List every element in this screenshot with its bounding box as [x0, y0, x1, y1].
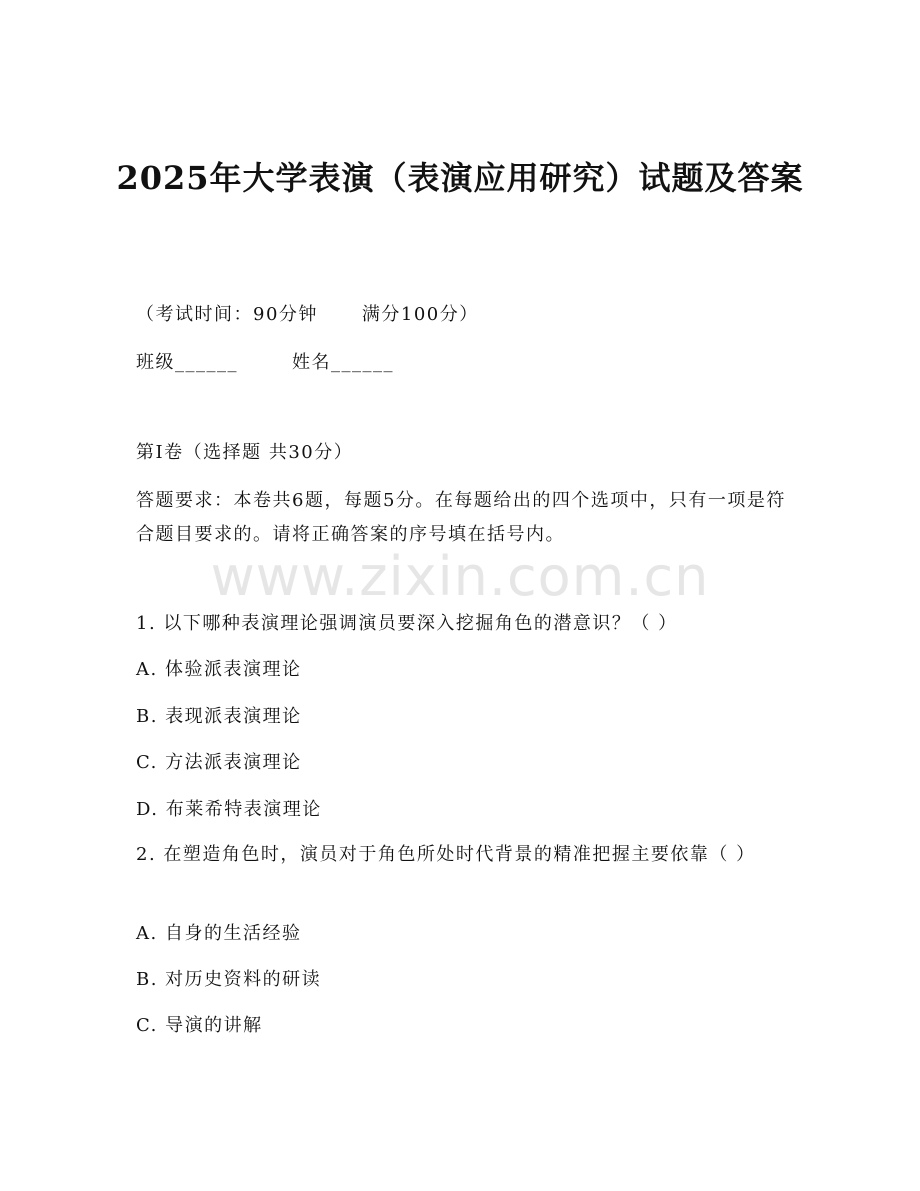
- question-1-option-d: D. 布莱希特表演理论: [136, 799, 322, 820]
- question-2-stem: 2. 在塑造角色时，演员对于角色所处时代背景的精准把握主要依靠（ ）: [136, 844, 756, 865]
- question-2-option-b: B. 对历史资料的研读: [136, 969, 322, 990]
- question-1-option-c: C. 方法派表演理论: [136, 752, 302, 773]
- student-fields: [136, 351, 394, 375]
- watermark: www.zixin.com.cn: [210, 545, 710, 608]
- question-2-option-c: C. 导演的讲解: [136, 1015, 263, 1036]
- question-1-stem: 1. 以下哪种表演理论强调演员要深入挖掘角色的潜意识？（ ）: [136, 613, 678, 634]
- exam-info: [136, 303, 479, 327]
- name-field: 姓名______: [292, 352, 394, 373]
- section-title: 第I卷（选择题 共30分）: [136, 442, 354, 463]
- exam-time: （考试时间：90分钟: [136, 304, 318, 325]
- instructions: 答题要求：本卷共6题，每题5分。在每题给出的四个选项中，只有一项是符合题目要求的。请将正确答案的序号填在括号内。: [136, 490, 786, 545]
- document-title: 2025年大学表演（表演应用研究）试题及答案: [116, 159, 804, 197]
- exam-score: 满分100分）: [361, 304, 479, 325]
- class-field: 班级______: [136, 352, 238, 373]
- question-1-option-a: A. 体验派表演理论: [136, 659, 302, 680]
- question-1-option-b: B. 表现派表演理论: [136, 706, 302, 727]
- question-2-option-a: A. 自身的生活经验: [136, 923, 302, 944]
